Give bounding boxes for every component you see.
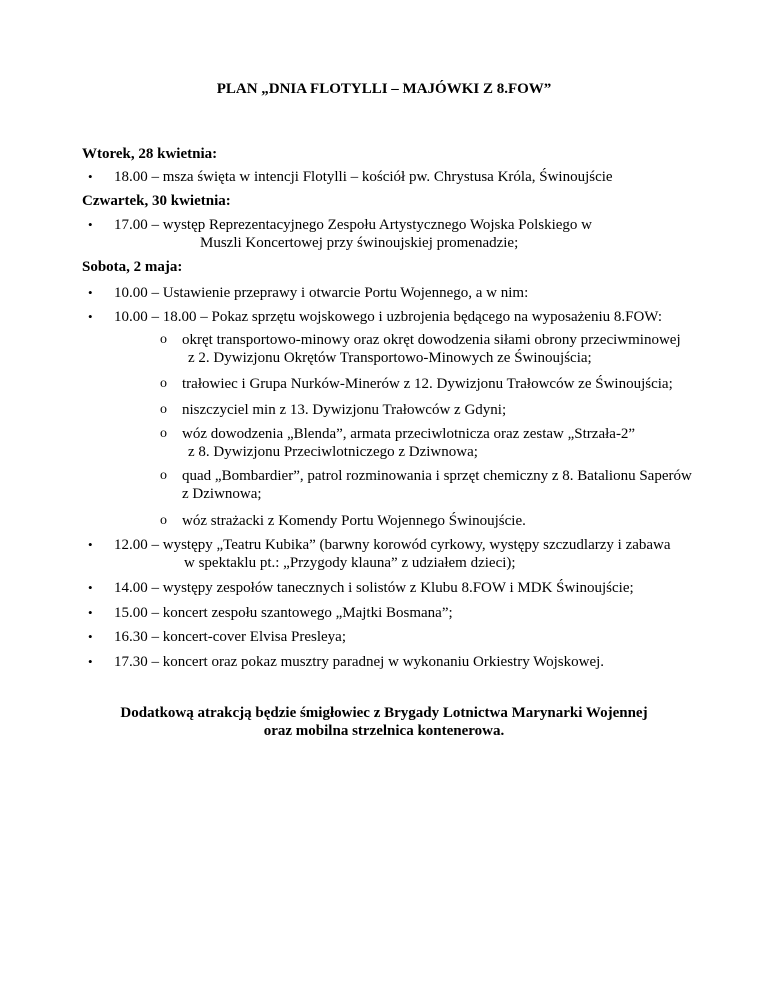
bullet-icon: • <box>88 580 93 595</box>
page-title: PLAN „DNIA FLOTYLLI – MAJÓWKI Z 8.FOW” <box>216 81 552 97</box>
bullet-icon: • <box>88 605 93 620</box>
sub-item-text: okręt transportowo-minowy oraz okręt dowodzenia siłami obrony przeciwminowej <box>182 332 681 348</box>
item-text: 17.00 – występ Reprezentacyjnego Zespołu Artystycznego Wojska Polskiego w <box>114 217 593 233</box>
circle-bullet-icon: o <box>160 468 167 483</box>
sub-list-item <box>160 512 742 530</box>
list-item <box>88 536 734 572</box>
sub-item-text: wóz dowodzenia „Blenda”, armata przeciwlotnicza oraz zestaw „Strzała-2” <box>182 426 636 442</box>
footer-line: Dodatkową atrakcją będzie śmigłowiec z Brygady Lotnictwa Marynarki Wojennej <box>120 705 648 721</box>
circle-bullet-icon: o <box>160 402 167 417</box>
sub-item-text: trałowiec i Grupa Nurków-Minerów z 12. Dywizjonu Trałowców ze Świnoujścia; <box>182 376 673 392</box>
day-heading-tuesday: Wtorek, 28 kwietnia: <box>82 146 218 162</box>
footer-note <box>0 704 768 740</box>
sub-list-item <box>160 375 742 393</box>
sub-item-text-continued: z 2. Dywizjonu Okrętów Transportowo-Minowych ze Świnoujścia; <box>188 350 592 366</box>
item-text: 14.00 – występy zespołów tanecznych i solistów z Klubu 8.FOW i MDK Świnoujście; <box>114 580 634 596</box>
sub-item-text-continued: z 8. Dywizjonu Przeciwlotniczego z Dziwnowa; <box>188 444 478 460</box>
list-item <box>88 308 734 326</box>
circle-bullet-icon: o <box>160 426 167 441</box>
item-text: 10.00 – Ustawienie przeprawy i otwarcie Portu Wojennego, a w nim: <box>114 285 529 301</box>
sub-list-item <box>160 425 742 461</box>
bullet-icon: • <box>88 309 93 324</box>
day-heading-thursday: Czwartek, 30 kwietnia: <box>82 193 231 209</box>
item-text: 17.30 – koncert oraz pokaz musztry paradnej w wykonaniu Orkiestry Wojskowej. <box>114 654 605 670</box>
circle-bullet-icon: o <box>160 513 167 528</box>
item-text-continued: Muszli Koncertowej przy świnoujskiej promenadzie; <box>200 235 519 251</box>
item-text-continued: w spektaklu pt.: „Przygody klauna” z udziałem dzieci); <box>184 555 516 571</box>
circle-bullet-icon: o <box>160 376 167 391</box>
list-item <box>88 628 734 646</box>
sub-item-text: quad „Bombardier”, patrol rozminowania i sprzęt chemiczny z 8. Batalionu Saperów <box>182 468 692 484</box>
item-text: 12.00 – występy „Teatru Kubika” (barwny korowód cyrkowy, występy szczudlarzy i zabawa <box>114 537 671 553</box>
sub-item-text: niszczyciel min z 13. Dywizjonu Trałowców z Gdyni; <box>182 402 507 418</box>
bullet-icon: • <box>88 169 93 184</box>
sub-item-text: wóz strażacki z Komendy Portu Wojennego Świnoujście. <box>182 513 526 529</box>
item-text: 16.30 – koncert-cover Elvisa Presleya; <box>114 629 347 645</box>
sub-list-item <box>160 401 742 419</box>
list-item <box>88 653 734 671</box>
sub-item-text-continued: z Dziwnowa; <box>182 486 262 502</box>
list-item <box>88 216 734 252</box>
bullet-icon: • <box>88 285 93 300</box>
footer-line: oraz mobilna strzelnica kontenerowa. <box>263 723 505 739</box>
item-text: 18.00 – msza święta w intencji Flotylli – kościół pw. Chrystusa Króla, Świnoujście <box>114 169 613 185</box>
day-heading-saturday: Sobota, 2 maja: <box>82 259 183 275</box>
list-item <box>88 284 734 302</box>
circle-bullet-icon: o <box>160 332 167 347</box>
sub-list-item <box>160 467 742 503</box>
bullet-icon: • <box>88 217 93 232</box>
list-item <box>88 604 734 622</box>
bullet-icon: • <box>88 629 93 644</box>
item-text: 15.00 – koncert zespołu szantowego „Majtki Bosmana”; <box>114 605 453 621</box>
bullet-icon: • <box>88 537 93 552</box>
bullet-icon: • <box>88 654 93 669</box>
list-item <box>88 579 734 597</box>
item-text: 10.00 – 18.00 – Pokaz sprzętu wojskowego i uzbrojenia będącego na wyposażeniu 8.FOW: <box>114 309 663 325</box>
list-item <box>88 168 734 186</box>
sub-list-item <box>160 331 742 367</box>
